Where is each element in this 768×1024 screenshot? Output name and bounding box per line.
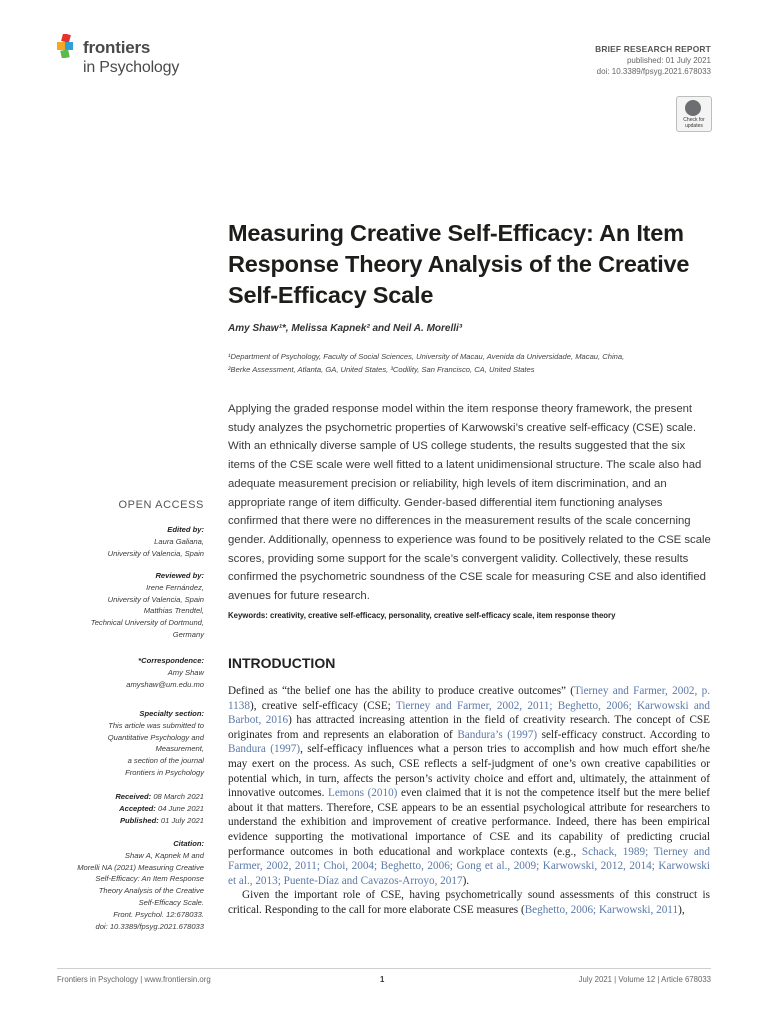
reviewer-line: Technical University of Dortmund, [90,618,204,628]
citation-line: Front. Psychol. 12:678033. [113,909,204,919]
published-date: published: 01 July 2021 [626,56,711,65]
citation-link[interactable]: Beghetto, 2006; Karwowski, 2011 [524,903,679,916]
affiliation-1: ¹Department of Psychology, Faculty of Social Sciences, University of Macau, Avenida da Universidade, Macau, China, [228,352,625,361]
correspondence-name: Amy Shaw [167,667,204,677]
journal-logo[interactable] [57,32,217,80]
author-list: Amy Shaw¹*, Melissa Kapnek² and Neil A. Morelli³ [228,323,463,334]
specialty-label: Specialty section: [139,709,204,718]
keywords: Keywords: creativity, creative self-efficacy, personality, creative self-efficacy scale, item response theory [228,611,616,620]
editor-affiliation: University of Valencia, Spain [107,548,204,558]
citation-label: Citation: [173,839,204,848]
specialty-line: This article was submitted to [108,720,204,730]
published-date-side: Published: 01 July 2021 [119,815,204,825]
citation-line: Self-Efficacy: An Item Response [95,874,204,884]
check-for-updates-button[interactable] [676,96,712,132]
reviewer-line: Germany [172,629,204,639]
citation-line: Shaw A, Kapnek M and [124,850,204,860]
citation-link[interactable]: Schack, 1989; Tierney and Farmer, 2002, 2011; Choi, 2004; Beghetto, 2006; Gong et al., 2009; Karwowski, 2012, 2014; Karwowski et al., 2013; Puente-Díaz and Cavazos-Arroyo, 2017 [228,845,710,887]
specialty-line: Measurement, [155,744,204,754]
intro-paragraph-1: Defined as “the belief one has the ability to produce creative outcomes” (Tierney and Farmer, 2002, p. 1138), creative self-efficacy (CSE; Tierney and Farmer, 2002, 2011; Beghetto, 2006; Karwowski and Barbot, 2016) has attracted increasing attention in the field of creativity research. The concept of CSE originates from and represents an elaboration of Bandura’s (1997) self-efficacy construct. According to Bandura (1997), self-efficacy influences what a person tries to accomplish and how much effort she/he may exert on the process. As such, CSE reflects a self-judgment of one’s own creative capabilities or potential which, in turn, affects the person’s activity choice and effort and, ultimately, the attainment of innovative outcomes. Lemons (2010) even claimed that it is not the competence itself but the mere belief about it that matters. Therefore, CSE appears to be an essential psychological attribute for researchers to understand the exhibition and improvement of creative performance. Indeed, there has been empirical evidence supporting the motivational importance of CSE and its capability of predicting crucial performance outcomes in both educational and workplace contexts (e.g., Schack, 1989; Tierney and Farmer, 2002, 2011; Choi, 2004; Beghetto, 2006; Gong et al., 2009; Karwowski, 2012, 2014; Karwowski et al., 2013; Puente-Díaz and Cavazos-Arroyo, 2017). [228,685,711,887]
citation-line: Theory Analysis of the Creative [98,886,204,896]
edited-by-section [108,524,204,559]
specialty-section [108,708,204,779]
page-number: 1 [380,975,385,984]
affiliation-2: ²Berke Assessment, Atlanta, GA, United States, ³Codility, San Francisco, CA, United States [228,365,535,374]
citation-link[interactable]: Bandura (1997) [228,743,301,756]
correspondence-section [126,655,204,690]
intro-paragraph-2: Given the important role of CSE, having psychometrically sound assessments of this construct is critical. Responding to the call for more elaborate CSE measures (Beghetto, 2006; Karwowski, 2011), [228,889,710,916]
specialty-line: Quantitative Psychology and [107,732,204,742]
citation-link[interactable]: Tierney and Farmer, 2002, p. 1138 [228,685,710,712]
reviewed-by-section [91,570,204,641]
article-header-meta [595,44,711,77]
accepted-date: Accepted: 04 June 2021 [119,803,204,813]
citation-section [77,838,204,932]
correspondence-email[interactable]: amyshaw@um.edu.mo [126,679,204,689]
footer-issue: July 2021 | Volume 12 | Article 678033 [578,975,711,984]
specialty-line: a section of the journal [127,756,204,766]
received-date: Received: 08 March 2021 [115,792,204,801]
correspondence-label: *Correspondence: [138,656,204,665]
citation-line[interactable]: doi: 10.3389/fpsyg.2021.678033 [95,921,204,931]
doi[interactable]: doi: 10.3389/fpsyg.2021.678033 [596,67,711,76]
citation-line: Self-Efficacy Scale. [138,897,204,907]
abstract: Applying the graded response model within the item response theory framework, the present study analyzes the psychometric properties of Karwowski’s creative self-efficacy (CSE) scale. With an ethnically diverse sample of US college students, the results suggested that the six items of the CSE scale were well fitted to a latent unidimensional structure. The scale also had adequate measurement precision or reliability, high levels of item discrimination, and an appropriate range of item difficulty. Gender-based differential item functioning analyses confirmed that there were no differences in the measurement results of the scale concerning gender. Additionally, openness to experience was found to be positively related to the CSE scale scores, providing some support for the scale’s convergent validity. Collectively, these results confirmed the psychometric soundness of the CSE scale for measuring CSE and also identified avenues for future research. [228,403,711,603]
specialty-line: Frontiers in Psychology [125,767,204,777]
affiliations [228,350,718,376]
section-heading-introduction: INTRODUCTION [228,655,336,671]
check-for-updates-label: Check for updates [683,117,705,129]
article-title: Measuring Creative Self-Efficacy: An Item Response Theory Analysis of the Creative Self-Efficacy Scale [228,220,690,308]
citation-link[interactable]: Tierney and Farmer, 2002, 2011; Beghetto, 2006; Karwowski and Barbot, 2016 [228,699,710,727]
footer-divider [57,968,711,969]
reviewer-line: Matthias Trendtel, [143,606,204,616]
citation-link[interactable]: Bandura’s (1997) [457,728,538,741]
reviewer-line: Irene Fernández, [146,582,204,592]
citation-link[interactable]: Lemons (2010) [327,787,398,800]
reviewer-line: University of Valencia, Spain [107,594,204,604]
footer-journal[interactable]: Frontiers in Psychology | www.frontiersin.org [57,975,211,984]
frontiers-logo-icon [57,34,81,58]
introduction-body [228,684,710,918]
check-for-updates-icon [685,100,701,116]
article-type: BRIEF RESEARCH REPORT [595,44,711,54]
reviewed-by-label: Reviewed by: [155,571,204,580]
edited-by-label: Edited by: [167,525,204,534]
logo-text-frontiers: frontiers [83,38,151,57]
dates-section [115,791,204,826]
editor-name: Laura Galiana, [154,536,204,546]
citation-line: Morelli NA (2021) Measuring Creative [77,862,204,872]
open-access-label: OPEN ACCESS [118,499,204,511]
logo-text-journal: in Psychology [83,59,180,76]
